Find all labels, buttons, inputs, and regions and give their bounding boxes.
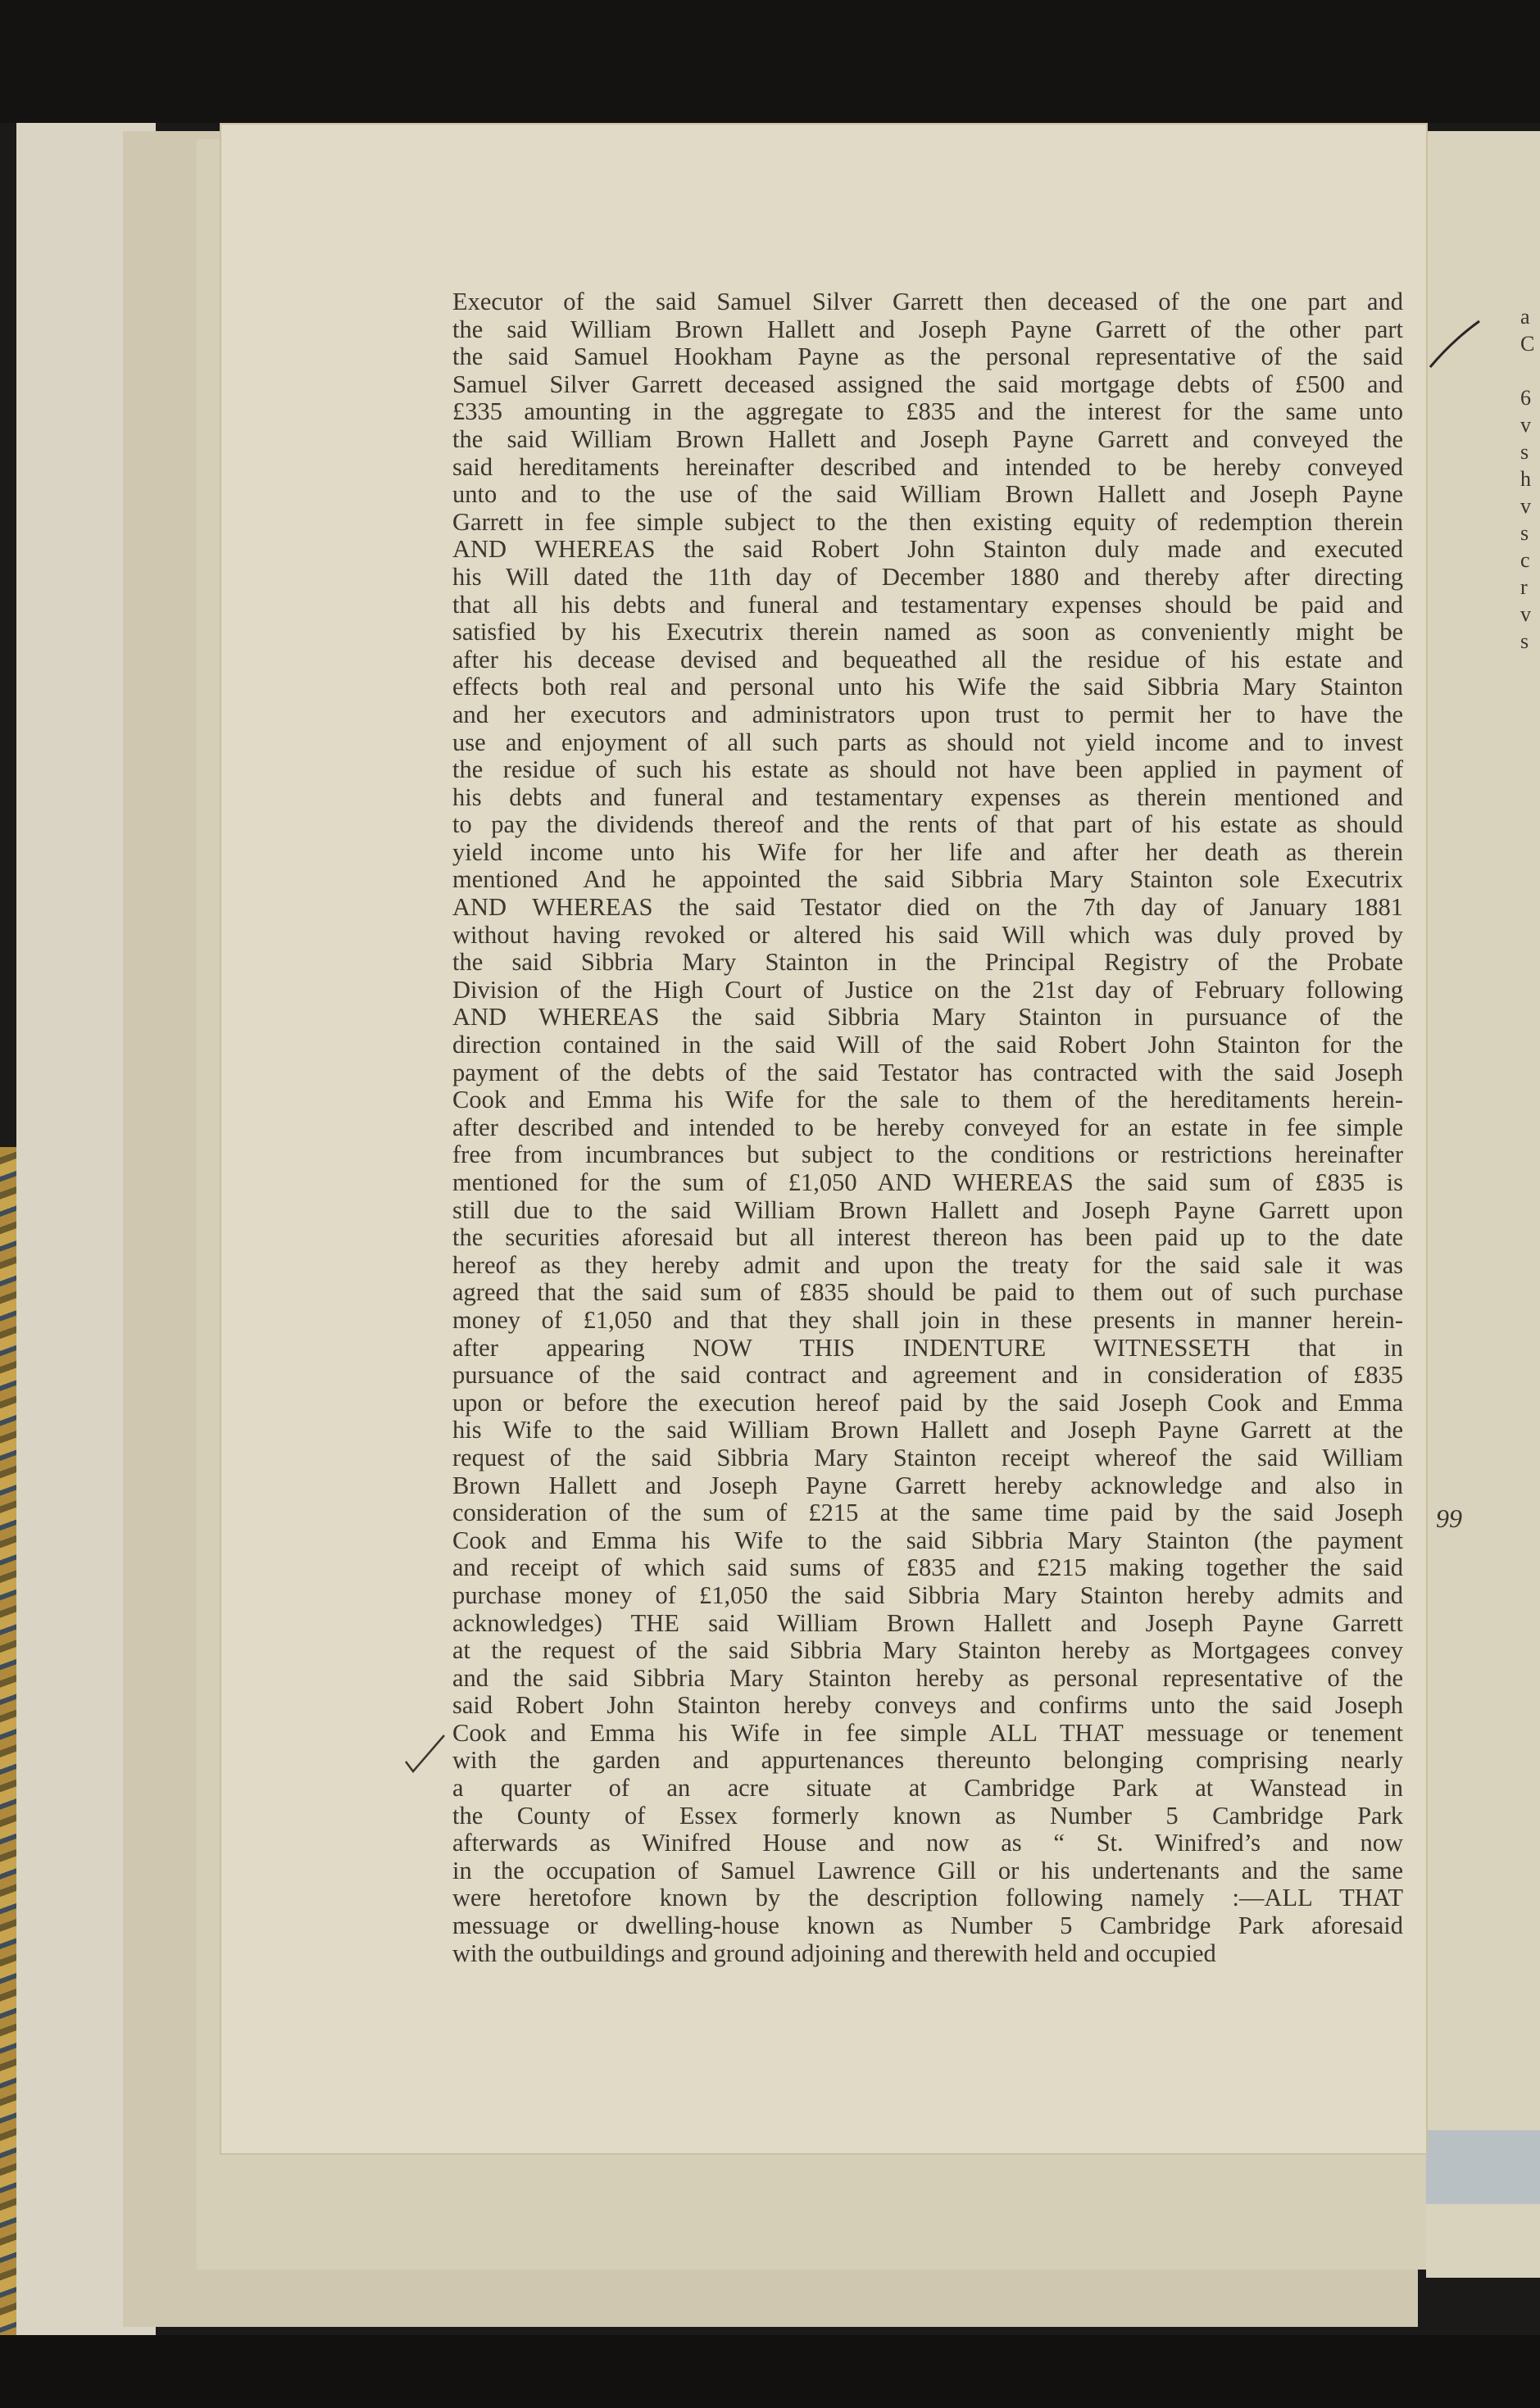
text-line: with the outbuildings and ground adjoining and therewith held and occupied (452, 1939, 1216, 1967)
right-page-text-fragments (1520, 303, 1540, 655)
text-line: yield income unto his Wife for her life and after her death as therein (452, 837, 1403, 866)
text-line: money of £1,050 and that they shall join in these presents in manner herein- (452, 1305, 1403, 1334)
text-line: Division of the High Court of Justice on the 21st day of February following (452, 975, 1403, 1004)
text-line: £335 amounting in the aggregate to £835 and the interest for the same unto (452, 397, 1403, 426)
right-page-fragment: s (1520, 521, 1529, 545)
text-line: Cook and Emma his Wife to the said Sibbria Mary Stainton (the payment (452, 1526, 1403, 1554)
text-line: effects both real and personal unto his Wife the said Sibbria Mary Stainton (452, 673, 1403, 701)
right-page-fragment: v (1520, 413, 1531, 437)
text-line: after described and intended to be hereby conveyed for an estate in fee simple (452, 1113, 1403, 1141)
text-line: that all his debts and funeral and testamentary expenses should be paid and (452, 590, 1403, 619)
text-line: consideration of the sum of £215 at the same time paid by the said Joseph (452, 1499, 1403, 1527)
text-line: in the occupation of Samuel Lawrence Gill or his undertenants and the same (452, 1856, 1403, 1884)
text-line: his Will dated the 11th day of December 1880 and thereby after directing (452, 562, 1403, 591)
text-line: the said Samuel Hookham Payne as the personal representative of the said (452, 342, 1403, 371)
text-line: AND WHEREAS the said Robert John Stainton duly made and executed (452, 535, 1403, 564)
right-page-fragment: h (1520, 467, 1531, 491)
text-line: afterwards as Winifred House and now as “ St. Winifred’s and now (452, 1829, 1403, 1857)
text-line: unto and to the use of the said William Brown Hallett and Joseph Payne (452, 480, 1403, 509)
text-line: Cook and Emma his Wife for the sale to them of the hereditaments herein- (452, 1086, 1403, 1114)
text-line: after his decease devised and bequeathed all the residue of his estate and (452, 645, 1403, 673)
margin-checkmark-top (1426, 311, 1483, 377)
text-line: direction contained in the said Will of the said Robert John Stainton for the (452, 1031, 1403, 1059)
text-line: Samuel Silver Garrett deceased assigned the said mortgage debts of £500 and (452, 370, 1403, 398)
text-line: mentioned for the sum of £1,050 AND WHEREAS the said sum of £835 is (452, 1168, 1403, 1196)
text-line: satisfied by his Executrix therein named as soon as conveniently might be (452, 618, 1403, 646)
text-line: said hereditaments hereinafter described and intended to be hereby conveyed (452, 452, 1403, 481)
margin-checkmark-left (402, 1729, 451, 1778)
text-line: were heretofore known by the description following namely :—ALL THAT (452, 1884, 1403, 1912)
text-line: without having revoked or altered his said Will which was duly proved by (452, 920, 1403, 949)
right-page-fragment: v (1520, 602, 1531, 626)
text-line: with the garden and appurtenances thereunto belonging comprising nearly (452, 1746, 1403, 1775)
right-page-fragment: v (1520, 494, 1531, 518)
text-line: and the said Sibbria Mary Stainton hereby as personal representative of the (452, 1663, 1403, 1692)
right-page-fragment (1520, 357, 1540, 384)
text-line: upon or before the execution hereof paid by the said Joseph Cook and Emma (452, 1388, 1403, 1417)
text-line: acknowledges) THE said William Brown Hallett and Joseph Payne Garrett (452, 1608, 1403, 1637)
text-line: the securities aforesaid but all interest thereon has been paid up to the date (452, 1223, 1403, 1252)
text-line: the County of Essex formerly known as Number 5 Cambridge Park (452, 1801, 1403, 1830)
text-line: Cook and Emma his Wife in fee simple ALL THAT messuage or tenement (452, 1718, 1403, 1747)
text-line: purchase money of £1,050 the said Sibbria Mary Stainton hereby admits and (452, 1580, 1403, 1609)
right-page-fragment: r (1520, 575, 1528, 599)
right-page-fragment: s (1520, 629, 1529, 653)
text-line: AND WHEREAS the said Testator died on the 7th day of January 1881 (452, 893, 1403, 922)
bottom-dark-band (0, 2335, 1540, 2408)
text-line: his Wife to the said William Brown Hallett and Joseph Payne Garrett at the (452, 1416, 1403, 1444)
right-page-fragment: C (1520, 332, 1535, 356)
right-page-fragment: 6 (1520, 386, 1531, 410)
text-line: and her executors and administrators upon trust to permit her to have the (452, 700, 1403, 728)
text-line: still due to the said William Brown Hallett and Joseph Payne Garrett upon (452, 1195, 1403, 1224)
margin-page-number: 99 (1436, 1503, 1462, 1533)
right-page-fragment: s (1520, 440, 1529, 464)
top-dark-band (0, 0, 1540, 123)
right-page-fragment: c (1520, 548, 1530, 572)
text-line: pursuance of the said contract and agreement and in consideration of £835 (452, 1361, 1403, 1390)
text-line: at the request of the said Sibbria Mary Stainton hereby as Mortgagees convey (452, 1636, 1403, 1665)
text-line: the residue of such his estate as should not have been applied in payment of (452, 755, 1403, 784)
text-line: the said William Brown Hallett and Joseph Payne Garrett of the other part (452, 315, 1403, 343)
text-line: the said Sibbria Mary Stainton in the Principal Registry of the Probate (452, 948, 1403, 977)
text-line: hereof as they hereby admit and upon the treaty for the said sale it was (452, 1250, 1403, 1279)
text-line: said Robert John Stainton hereby conveys and confirms unto the said Joseph (452, 1691, 1403, 1720)
text-line: use and enjoyment of all such parts as should not yield income and to invest (452, 728, 1403, 756)
document-body-text (452, 288, 1403, 1967)
right-page-blue-strip (1426, 2130, 1540, 2204)
text-line: payment of the debts of the said Testator has contracted with the said Joseph (452, 1058, 1403, 1086)
right-page-fragment: a (1520, 305, 1530, 329)
text-line: request of the said Sibbria Mary Stainton receipt whereof the said William (452, 1443, 1403, 1472)
text-line: messuage or dwelling-house known as Number 5 Cambridge Park aforesaid (452, 1911, 1403, 1940)
text-line: his debts and funeral and testamentary expenses as therein mentioned and (452, 782, 1403, 811)
text-line: AND WHEREAS the said Sibbria Mary Stainton in pursuance of the (452, 1003, 1403, 1032)
text-line: free from incumbrances but subject to the conditions or restrictions hereinafter (452, 1141, 1403, 1169)
text-line: a quarter of an acre situate at Cambridge Park at Wanstead in (452, 1774, 1403, 1803)
text-line: Executor of the said Samuel Silver Garrett then deceased of the one part and (452, 288, 1403, 315)
text-line: Garrett in fee simple subject to the then existing equity of redemption therein (452, 507, 1403, 536)
text-line: agreed that the said sum of £835 should be paid to them out of such purchase (452, 1278, 1403, 1307)
text-line: the said William Brown Hallett and Joseph Payne Garrett and conveyed the (452, 424, 1403, 453)
text-line: to pay the dividends thereof and the rents of that part of his estate as should (452, 810, 1403, 839)
text-line: and receipt of which said sums of £835 and £215 making together the said (452, 1553, 1403, 1582)
text-line: Brown Hallett and Joseph Payne Garrett hereby acknowledge and also in (452, 1471, 1403, 1499)
text-line: after appearing NOW THIS INDENTURE WITNESSETH that in (452, 1333, 1403, 1362)
text-line: mentioned And he appointed the said Sibbria Mary Stainton sole Executrix (452, 865, 1403, 894)
